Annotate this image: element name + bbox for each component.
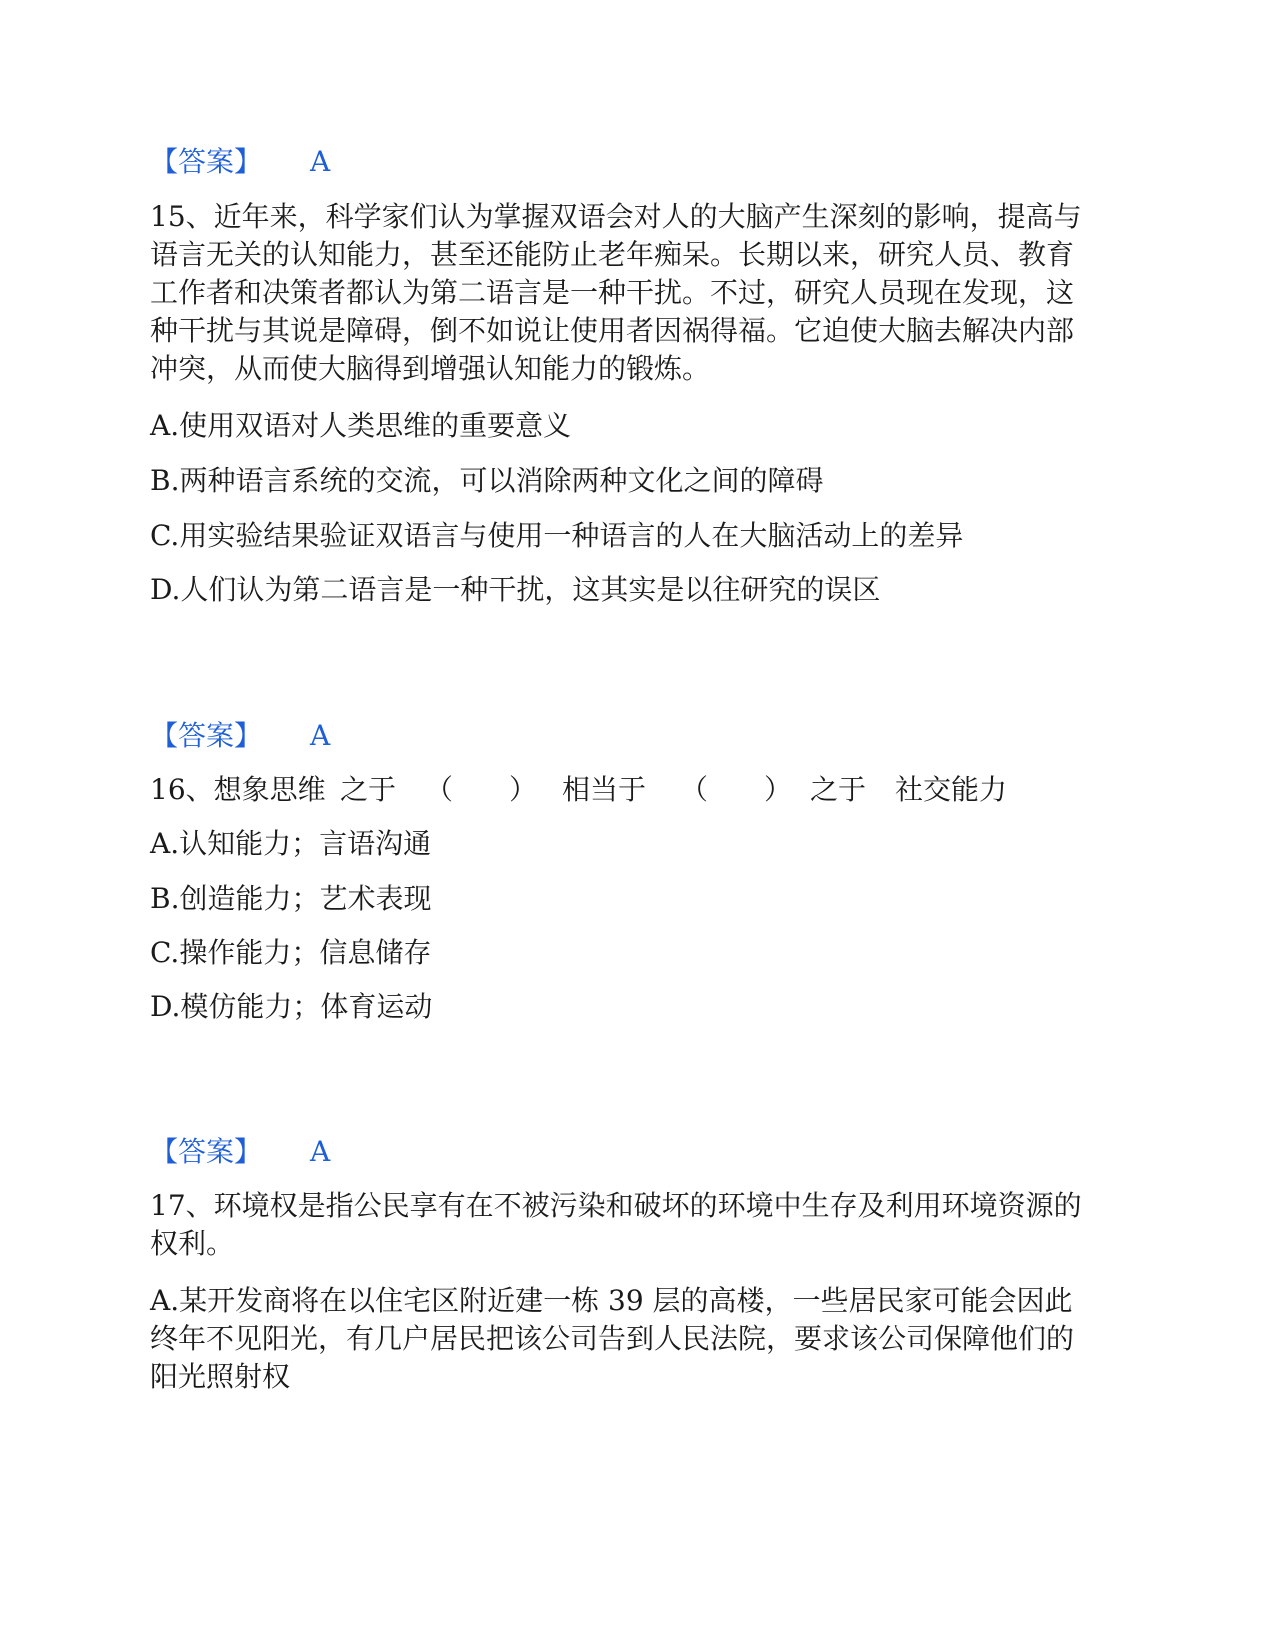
q15-option-a: A.使用双语对人类思维的重要意义 — [150, 409, 572, 442]
answer-label: 【答案】 — [150, 719, 263, 752]
answer-label: 【答案】 — [150, 145, 263, 178]
q15-option-c: C.用实验结果验证双语言与使用一种语言的人在大脑活动上的差异 — [150, 519, 964, 552]
q16-part-1: 之于 — [340, 773, 397, 806]
q16-blank-2: （ ） — [680, 773, 793, 806]
q15-text-line-4: 种干扰与其说是障碍，倒不如说让使用者因祸得福。它迫使大脑去解决内部 — [150, 314, 1075, 347]
answer-row-1 — [150, 142, 450, 182]
q15-option-b: B.两种语言系统的交流，可以消除两种文化之间的障碍 — [150, 464, 824, 497]
q17-option-a-line-1: A.某开发商将在以住宅区附近建一栋 39 层的高楼，一些居民家可能会因此 — [150, 1284, 1073, 1317]
q17-option-a-line-3: 阳光照射权 — [150, 1360, 291, 1393]
q17-option-a-line-2: 终年不见阳光，有几户居民把该公司告到人民法院，要求该公司保障他们的 — [150, 1322, 1075, 1355]
q16-part-4: 社交能力 — [895, 773, 1008, 806]
q17-text-line-2: 权利。 — [150, 1227, 235, 1260]
q15-option-d: D.人们认为第二语言是一种干扰，这其实是以往研究的误区 — [150, 573, 881, 606]
answer-row-2 — [150, 716, 450, 756]
q16-option-a: A.认知能力；言语沟通 — [150, 827, 432, 860]
q16-option-c: C.操作能力；信息储存 — [150, 936, 432, 969]
q15-text-line-1: 15、近年来，科学家们认为掌握双语会对人的大脑产生深刻的影响，提高与 — [150, 200, 1082, 233]
q16-option-d: D.模仿能力；体育运动 — [150, 990, 433, 1023]
q16-blank-1: （ ） — [425, 773, 538, 806]
q16-part-2: 相当于 — [562, 773, 647, 806]
q15-text-line-3: 工作者和决策者都认为第二语言是一种干扰。不过，研究人员现在发现，这 — [150, 276, 1075, 309]
q15-text-line-2: 语言无关的认知能力，甚至还能防止老年痴呆。长期以来，研究人员、教育 — [150, 238, 1075, 271]
q16-part-3: 之于 — [810, 773, 867, 806]
answer-value: A — [310, 1135, 331, 1168]
q15-text-line-5: 冲突，从而使大脑得到增强认知能力的锻炼。 — [150, 352, 711, 385]
q16-option-b: B.创造能力；艺术表现 — [150, 882, 432, 915]
q17-text-line-1: 17、环境权是指公民享有在不被污染和破坏的环境中生存及利用环境资源的 — [150, 1189, 1082, 1222]
answer-label: 【答案】 — [150, 1135, 263, 1168]
answer-row-3 — [150, 1132, 450, 1172]
answer-value: A — [310, 719, 331, 752]
q16-number: 16、想象思维 — [150, 773, 326, 806]
answer-value: A — [310, 145, 331, 178]
